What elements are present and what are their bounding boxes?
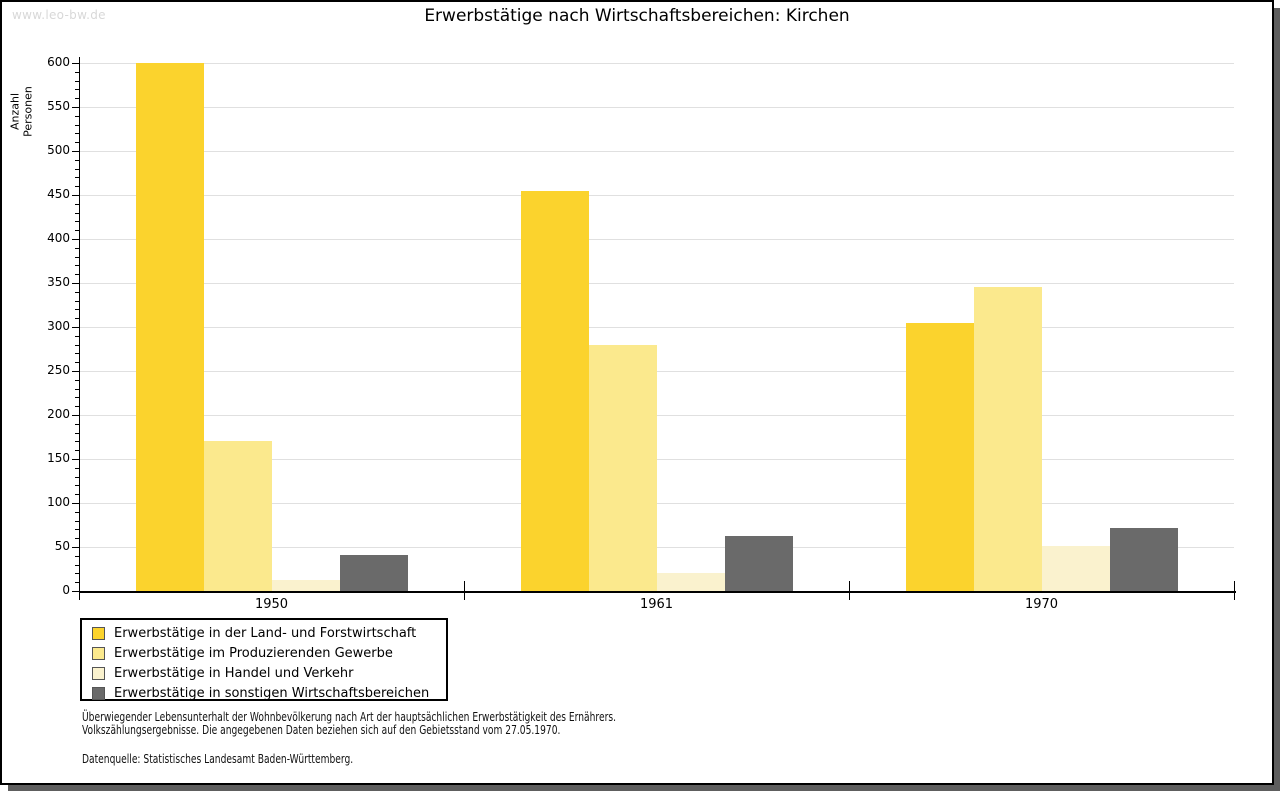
y-tick-label-150: 150 xyxy=(47,451,70,465)
y-major-tick xyxy=(72,195,79,196)
page-shadow-bottom xyxy=(8,785,1280,791)
x-boundary-tick xyxy=(1234,581,1235,600)
x-category-label-1961: 1961 xyxy=(639,597,674,612)
gridline-550 xyxy=(79,107,1234,108)
bar-1970-series1 xyxy=(974,287,1042,591)
gridline-350 xyxy=(79,283,1234,284)
y-major-tick xyxy=(72,327,79,328)
legend-label: Erwerbstätige in sonstigen Wirtschaftsbereichen xyxy=(114,686,430,701)
bar-1950-series1 xyxy=(204,441,272,591)
y-axis-title: Anzahl Personen xyxy=(8,86,35,137)
gridline-500 xyxy=(79,151,1234,152)
y-major-tick xyxy=(72,459,79,460)
gridline-600 xyxy=(79,63,1234,64)
y-tick-label-200: 200 xyxy=(47,407,70,421)
x-boundary-tick xyxy=(464,581,465,600)
x-axis-line xyxy=(79,591,1236,593)
legend-box xyxy=(80,618,448,701)
y-major-tick xyxy=(72,63,79,64)
legend-item xyxy=(92,684,446,703)
y-major-tick xyxy=(72,415,79,416)
x-boundary-tick xyxy=(849,581,850,600)
y-tick-label-550: 550 xyxy=(47,99,70,113)
footnote-description xyxy=(82,711,616,737)
watermark: www.leo-bw.de xyxy=(12,8,106,22)
gridline-450 xyxy=(79,195,1234,196)
gridline-250 xyxy=(79,371,1234,372)
y-major-tick xyxy=(72,547,79,548)
y-axis-line xyxy=(79,57,80,591)
chart-title: Erwerbstätige nach Wirtschaftsbereichen: Kirchen xyxy=(424,6,850,26)
x-category-label-1970: 1970 xyxy=(1024,597,1059,612)
legend-label: Erwerbstätige im Produzierenden Gewerbe xyxy=(114,646,393,661)
footnote-line2: Volkszählungsergebnisse. Die angegebenen Daten beziehen sich auf den Gebietsstand vom 27.05.1970. xyxy=(82,723,561,737)
y-major-tick xyxy=(72,151,79,152)
y-tick-label-300: 300 xyxy=(47,319,70,333)
bar-1950-series3 xyxy=(340,555,408,591)
y-major-tick xyxy=(72,591,79,592)
bar-1970-series3 xyxy=(1110,528,1178,591)
bar-1950-series2 xyxy=(272,580,340,591)
legend-swatch-produzierendes-gewerbe-icon xyxy=(92,647,105,660)
bar-1961-series1 xyxy=(589,345,657,591)
y-tick-label-600: 600 xyxy=(47,55,70,69)
legend-item xyxy=(92,644,446,663)
legend-swatch-sonstige-wirtschaftsbereiche-icon xyxy=(92,687,105,700)
y-major-tick xyxy=(72,107,79,108)
bar-1961-series3 xyxy=(725,536,793,591)
y-tick-label-400: 400 xyxy=(47,231,70,245)
legend-item xyxy=(92,624,446,643)
x-category-label-1950: 1950 xyxy=(254,597,289,612)
legend-swatch-handel-verkehr-icon xyxy=(92,667,105,680)
gridline-300 xyxy=(79,327,1234,328)
bar-1970-series2 xyxy=(1042,546,1110,591)
y-tick-label-250: 250 xyxy=(47,363,70,377)
bar-1961-series2 xyxy=(657,573,725,591)
y-tick-label-350: 350 xyxy=(47,275,70,289)
legend-label: Erwerbstätige in Handel und Verkehr xyxy=(114,666,354,681)
y-major-tick xyxy=(72,283,79,284)
y-tick-label-500: 500 xyxy=(47,143,70,157)
y-tick-label-50: 50 xyxy=(54,539,70,553)
bar-1970-series0 xyxy=(906,323,974,591)
legend-label: Erwerbstätige in der Land- und Forstwirtschaft xyxy=(114,626,417,641)
y-major-tick xyxy=(72,371,79,372)
footnote-line1: Überwiegender Lebensunterhalt der Wohnbevölkerung nach Art der hauptsächlichen Erwerbstätigkeit des Ernährers. xyxy=(82,710,616,724)
gridline-400 xyxy=(79,239,1234,240)
y-major-tick xyxy=(72,503,79,504)
y-tick-label-450: 450 xyxy=(47,187,70,201)
y-tick-label-100: 100 xyxy=(47,495,70,509)
x-boundary-tick xyxy=(79,581,80,600)
y-major-tick xyxy=(72,239,79,240)
y-tick-label-0: 0 xyxy=(62,583,70,597)
bar-1961-series0 xyxy=(521,191,589,591)
gridline-200 xyxy=(79,415,1234,416)
bar-1950-series0 xyxy=(136,63,204,591)
page-shadow-right xyxy=(1274,8,1280,791)
footnote-source: Datenquelle: Statistisches Landesamt Baden-Württemberg. xyxy=(82,752,354,766)
legend-item xyxy=(92,664,446,683)
legend-swatch-land-forstwirtschaft-icon xyxy=(92,627,105,640)
